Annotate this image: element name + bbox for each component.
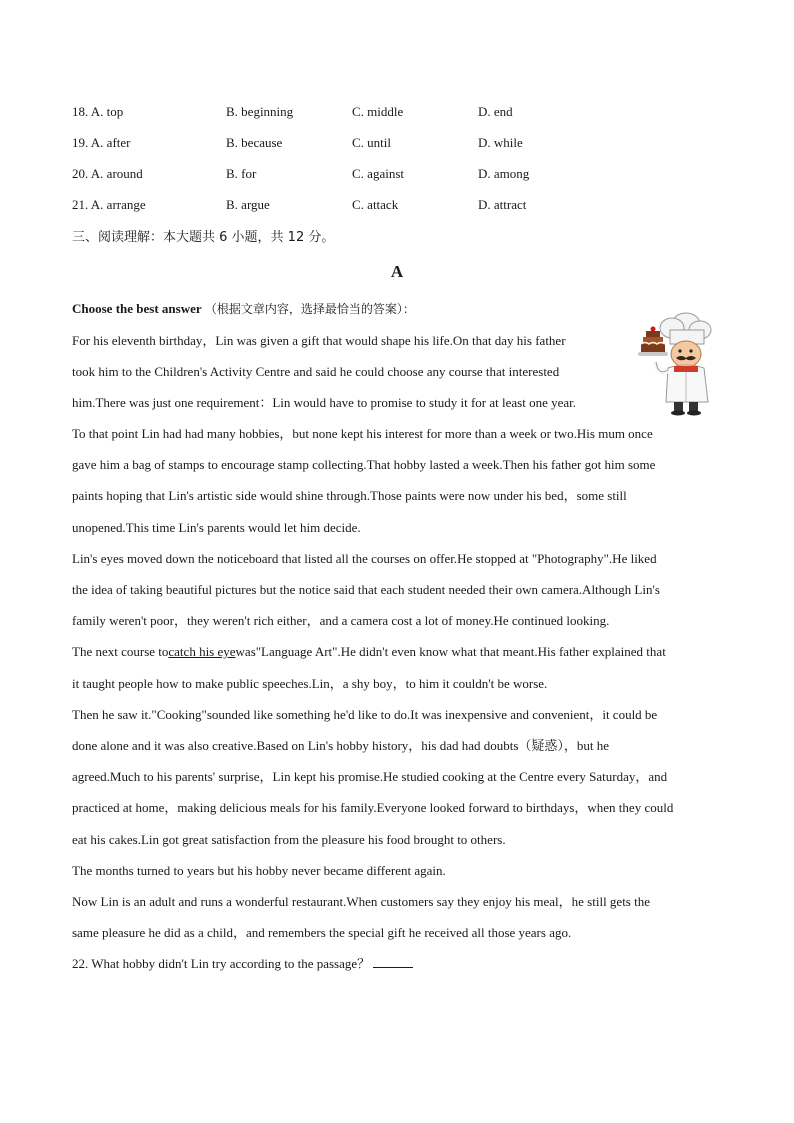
passage-line: same pleasure he did as a child，and remembers the special gift he received all those years ago. — [72, 925, 572, 940]
passage-line: paints hoping that Lin's artistic side would shine through.Those paints were now under his bed，some still — [72, 488, 627, 503]
instruction — [72, 299, 415, 319]
passage-line: done alone and it was also creative.Based on Lin's hobby history，his dad had doubts（疑惑），but he — [72, 738, 610, 753]
passage-line: eat his cakes.Lin got great satisfaction from the pleasure his food brought to others. — [72, 832, 506, 847]
option-a: 19. A. after — [72, 135, 131, 150]
passage-line: agreed.Much to his parents' surprise，Lin kept his promise.He studied cooking at the Centre every Saturday，and — [72, 769, 668, 784]
option-c: C. against — [352, 166, 404, 181]
text-before: The next course to — [72, 644, 169, 659]
passage-line: the idea of taking beautiful pictures but the notice said that each student needed their own camera.Although Lin's — [72, 582, 660, 597]
option-b: B. because — [226, 135, 283, 150]
underlined-phrase: catch his eye — [168, 644, 236, 659]
option-d: D. among — [478, 166, 530, 181]
option-b: B. argue — [226, 197, 270, 212]
option-c: C. until — [352, 135, 392, 150]
option-a: 18. A. top — [72, 104, 124, 119]
text-after: was"Language Art".He didn't even know what that meant.His father explained that — [235, 644, 666, 659]
answer-blank[interactable] — [373, 955, 413, 968]
option-c: C. attack — [352, 197, 399, 212]
option-a: 20. A. around — [72, 166, 143, 181]
passage-line-catch — [72, 642, 666, 662]
passage-line: To that point Lin had had many hobbies，but none kept his interest for more than a week or two.His mum once — [72, 426, 653, 441]
passage-line: family weren't poor，they weren't rich either，and a camera cost a lot of money.He continued looking. — [72, 613, 610, 628]
passage-label: A — [390, 262, 404, 281]
question-22 — [72, 954, 413, 974]
passage-line: The months turned to years but his hobby never became different again. — [72, 863, 446, 878]
passage-line: Lin's eyes moved down the noticeboard that listed all the courses on offer.He stopped at "Photography".He liked — [72, 551, 657, 566]
instruction-cn: （根据文章内容，选择最恰当的答案）： — [204, 302, 415, 316]
section-heading: 三、阅读理解：本大题共 6 小题，共 12 分。 — [72, 230, 335, 245]
passage-line: Then he saw it."Cooking"sounded like something he'd like to do.It was inexpensive and convenient，it could be — [72, 707, 658, 722]
passage-line: For his eleventh birthday，Lin was given a gift that would shape his life.On that day his father — [72, 333, 566, 348]
option-d: D. attract — [478, 197, 527, 212]
passage-line: unopened.This time Lin's parents would let him decide. — [72, 520, 361, 535]
option-a: 21. A. arrange — [72, 197, 146, 212]
passage-line: gave him a bag of stamps to encourage stamp collecting.That hobby lasted a week.Then his father got him some — [72, 457, 656, 472]
option-d: D. end — [478, 104, 513, 119]
instruction-en: Choose the best answer — [72, 301, 202, 316]
option-b: B. for — [226, 166, 257, 181]
passage-line: took him to the Children's Activity Centre and said he could choose any course that interested — [72, 364, 560, 379]
chef-holding-cake-icon — [628, 306, 724, 416]
option-b: B. beginning — [226, 104, 294, 119]
passage-line: practiced at home，making delicious meals for his family.Everyone looked forward to birthdays，when they could — [72, 800, 674, 815]
question-text: 22. What hobby didn't Lin try according to the passage？ — [72, 956, 371, 971]
option-d: D. while — [478, 135, 523, 150]
passage-line: it taught people how to make public speeches.Lin，a shy boy，to him it couldn't be worse. — [72, 676, 548, 691]
option-c: C. middle — [352, 104, 404, 119]
passage-line: Now Lin is an adult and runs a wonderful restaurant.When customers say they enjoy his meal，he still gets the — [72, 894, 650, 909]
passage-line: him.There was just one requirement：Lin would have to promise to study it for at least one year. — [72, 395, 576, 410]
